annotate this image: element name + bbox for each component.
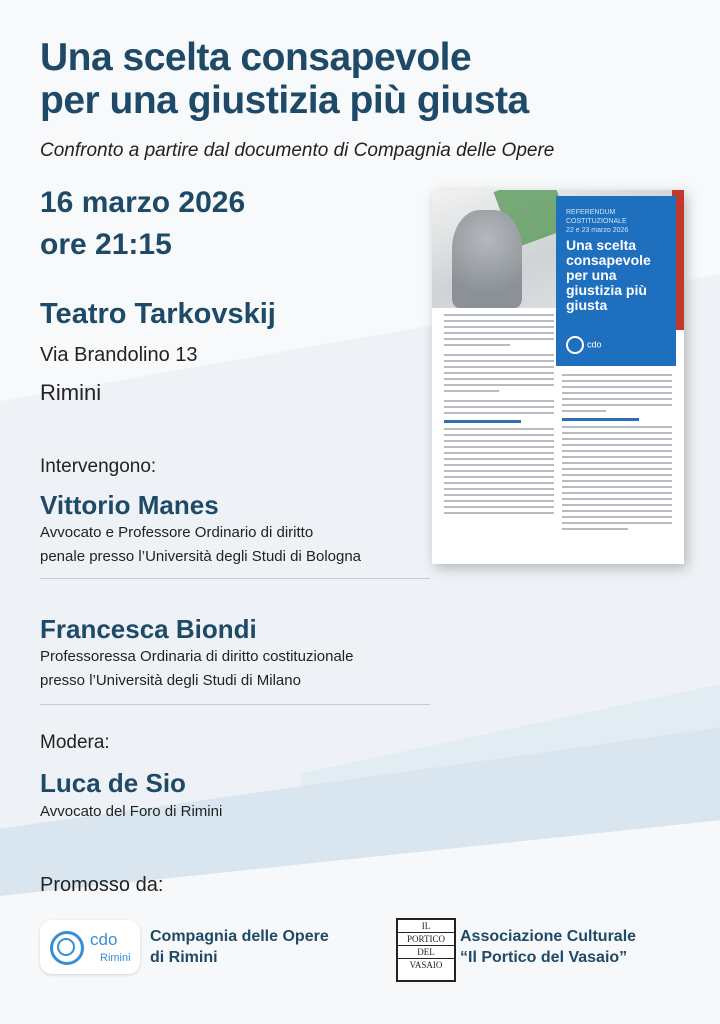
cdo-rimini-logo: [40, 920, 140, 974]
speaker-role-line: presso l’Università degli Studi di Milano: [40, 672, 301, 689]
speaker-role-line: Avvocato e Professore Ordinario di diritto: [40, 524, 314, 541]
document-title-panel: [556, 196, 676, 366]
document-cdo-logo: cdo: [566, 336, 602, 354]
document-text-column: [562, 374, 672, 534]
event-date: 16 marzo 2026: [40, 186, 246, 219]
speaker-role-line: Professoressa Ordinaria di diritto costituzionale: [40, 648, 354, 665]
document-cover-image: [432, 190, 684, 564]
organizer-name-line: Compagnia delle Opere: [150, 928, 329, 945]
organizer-name-line: di Rimini: [150, 949, 218, 966]
event-title: [40, 36, 529, 122]
organizer-name-line: Associazione Culturale: [460, 928, 637, 945]
document-text-column: [444, 314, 554, 518]
document-kicker: REFERENDUM COSTITUZIONALE 22 e 23 marzo 2026: [566, 209, 629, 234]
organizer-name-line: “Il Portico del Vasaio”: [460, 949, 628, 966]
moderator-name: Luca de Sio: [40, 768, 186, 798]
cdo-logo-text: cdo: [90, 930, 118, 949]
event-time: ore 21:15: [40, 228, 172, 261]
speaker-role: [40, 521, 440, 569]
venue-city: Rimini: [40, 380, 102, 405]
cdo-logo-sub: Rimini: [100, 952, 131, 964]
organizer-name: [150, 926, 329, 968]
title-line-1: Una scelta consapevole: [40, 36, 472, 79]
moderator-label: Modera:: [40, 732, 110, 753]
moderator-role: Avvocato del Foro di Rimini: [40, 803, 223, 820]
event-datetime: [40, 182, 245, 266]
divider: [40, 578, 430, 579]
venue-name: Teatro Tarkovskij: [40, 298, 276, 330]
divider: [40, 704, 430, 705]
event-subtitle: Confronto a partire dal documento di Compagnia delle Opere: [40, 140, 555, 161]
speakers-label: Intervengono:: [40, 456, 157, 477]
organizer-name: [460, 926, 636, 968]
portico-del-vasaio-logo: IL PORTICO DEL VASAIO: [396, 918, 456, 982]
speaker-role-line: penale presso l’Università degli Studi di Bologna: [40, 548, 362, 565]
venue-address: Via Brandolino 13: [40, 344, 198, 366]
speaker-role: [40, 645, 440, 693]
title-line-2: per una giustizia più giusta: [40, 79, 529, 122]
speaker-name: Francesca Biondi: [40, 614, 257, 644]
document-title: Una scelta consapevole per una giustizia più giusta: [566, 237, 651, 313]
promoted-by-label: Promosso da:: [40, 874, 164, 896]
speaker-name: Vittorio Manes: [40, 490, 219, 520]
